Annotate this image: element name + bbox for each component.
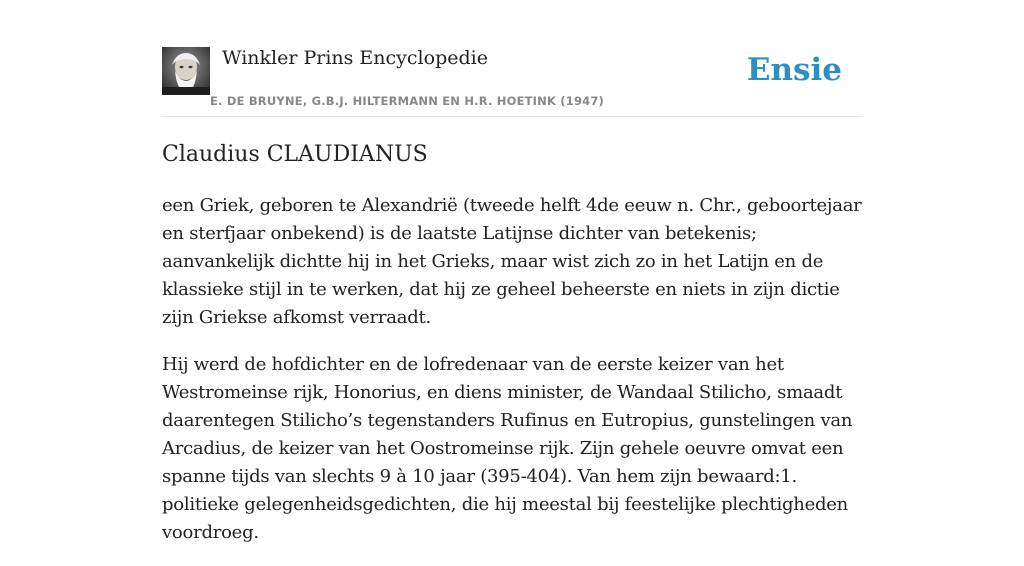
- book-authors: E. DE BRUYNE, G.B.J. HILTERMANN EN H.R. HOETINK (1947): [210, 94, 605, 108]
- author-avatar-icon[interactable]: [162, 47, 210, 95]
- book-title-link[interactable]: Winkler Prins Encyclopedie: [222, 47, 488, 69]
- article-title: Claudius CLAUDIANUS: [162, 142, 428, 167]
- article-paragraph: Hij werd de hofdichter en de lofredenaar van de eerste keizer van het Westromeinse rijk, Honorius, en diens minister, de Wandaal Stilicho, smaadt daarentegen Stilicho’s tegenstanders Rufinus en Eutropius, gunstelingen van Arcadius, de keizer van het Oostromeinse rijk. Zijn gehele oeuvre omvat een spanne tijds van slechts 9 à 10 jaar (395-404). Van hem zijn bewaard:1. politieke gelegenheidsgedichten, die hij meestal bij feestelijke plechtigheden voordroeg.: [162, 354, 853, 543]
- article-body: [162, 192, 862, 547]
- article-paragraph: een Griek, geboren te Alexandrië (tweede helft 4de eeuw n. Chr., geboortejaar en sterfjaar onbekend) is de laatste Latijnse dichter van betekenis; aanvankelijk dichtte hij in het Grieks, maar wist zich zo in het Latijn en de klassieke stijl in te werken, dat hij ze geheel beheerste en niets in zijn dictie zijn Griekse afkomst verraadt.: [162, 195, 862, 328]
- ensie-logo[interactable]: Ensie: [746, 52, 842, 88]
- site-header: [162, 44, 862, 117]
- article: [162, 138, 862, 566]
